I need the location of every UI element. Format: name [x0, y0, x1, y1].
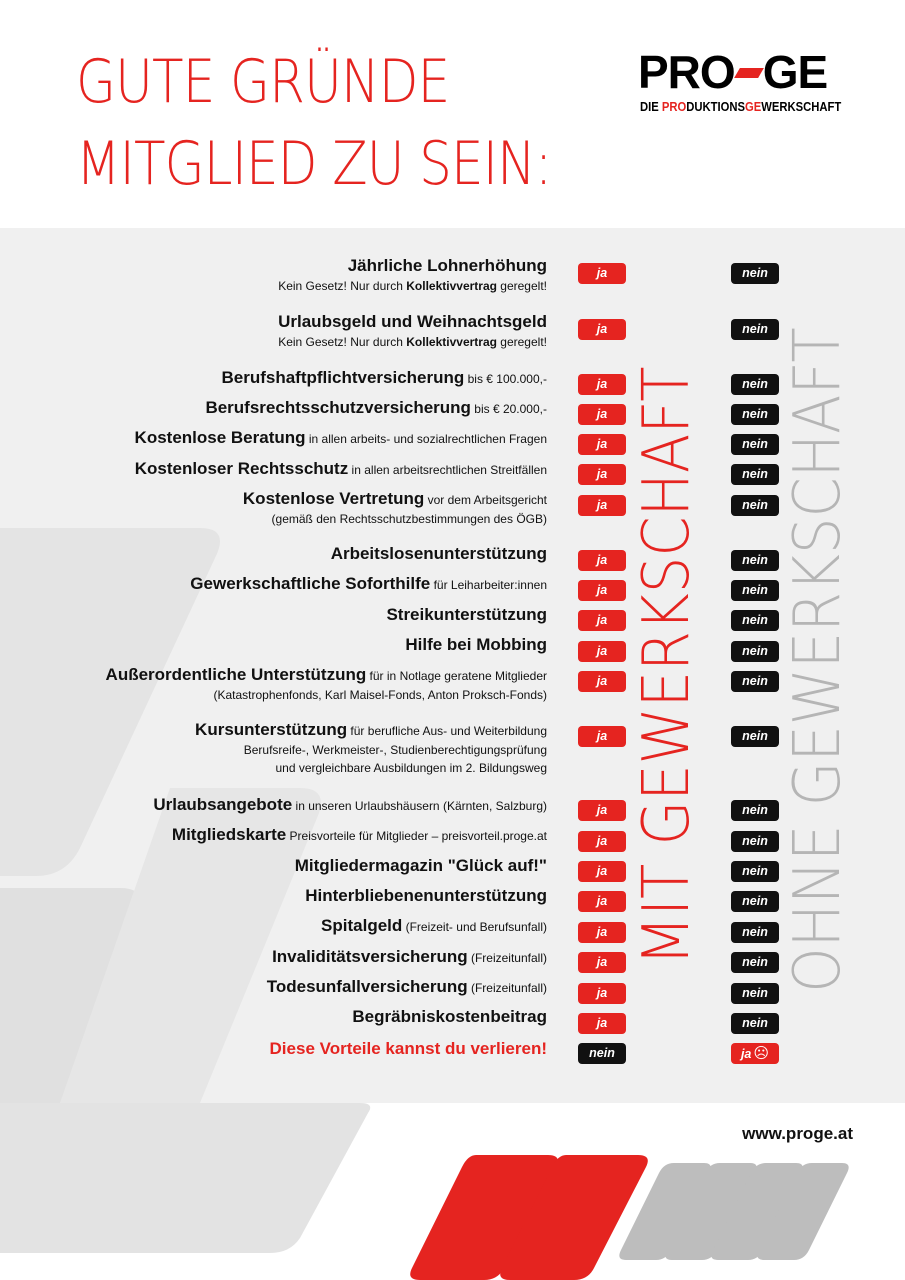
benefit-subtext: [278, 277, 547, 295]
logo-sub-part: DUKTIONS: [686, 100, 746, 114]
website-link[interactable]: www.proge.at: [742, 1124, 853, 1143]
logo-sub-part: WERKSCHAFT: [761, 100, 842, 114]
benefits-panel: [0, 228, 905, 1103]
badge-nein: nein: [731, 580, 779, 601]
column-label-mit-gewerkschaft: MIT GEWERKSCHAFT: [630, 366, 704, 966]
badge-nein: nein: [731, 891, 779, 912]
benefit-subtext-part: Kein Gesetz! Nur durch: [278, 335, 407, 349]
logo-wordmark: [638, 48, 827, 96]
benefit-subtext-part: geregelt!: [496, 279, 547, 293]
benefit-row: [278, 256, 547, 295]
benefit-title: Arbeitslosenunterstützung: [330, 544, 547, 563]
benefit-detail: bis € 100.000,-: [464, 372, 547, 386]
benefit-title: Gewerkschaftliche Soforthilfe: [190, 574, 431, 593]
badge-ja: ja: [578, 580, 626, 601]
badge-ja: ja: [578, 434, 626, 455]
benefit-title: Mitgliedskarte: [171, 825, 287, 844]
sad-face-icon: ☹: [753, 1045, 770, 1062]
badge-nein: nein: [731, 434, 779, 455]
benefit-title: Kostenlose Vertretung: [242, 489, 425, 508]
benefit-row: [267, 977, 547, 998]
badge-nein: nein: [731, 922, 779, 943]
badge-nein: nein: [731, 861, 779, 882]
badge-ja: ja: [578, 610, 626, 631]
benefit-title: Hinterbliebenenunterstützung: [305, 886, 547, 905]
badge-ja: ja: [578, 319, 626, 340]
benefit-subtext: [278, 333, 547, 351]
benefit-subtext-emphasis: Kollektivvertrag: [406, 279, 497, 293]
benefit-subtext-part: (gemäß den Rechtsschutzbestimmungen des ÖGB): [271, 512, 547, 526]
benefit-subtext: [195, 741, 547, 759]
benefit-detail: vor dem Arbeitsgericht: [424, 493, 547, 507]
badge-ja: ja: [578, 983, 626, 1004]
benefit-title: Jährliche Lohnerhöhung: [347, 256, 547, 275]
benefit-row: [153, 795, 547, 816]
badge-ja: ja: [578, 891, 626, 912]
footer: [0, 1103, 905, 1280]
benefit-title: Hilfe bei Mobbing: [405, 635, 547, 654]
benefit-title: Kostenlose Beratung: [134, 428, 306, 447]
logo-sub-part: PRO: [661, 100, 687, 114]
badge-nein: nein: [731, 464, 779, 485]
benefit-title: Todesunfallversicherung: [266, 977, 468, 996]
benefit-title-line: [352, 1007, 547, 1028]
badge-nein: nein: [731, 495, 779, 516]
deco-shape: [0, 1103, 370, 1253]
benefit-subtext-part: (Katastrophenfonds, Karl Maisel-Fonds, Anton Proksch-Fonds): [213, 688, 547, 702]
benefit-subtext: [106, 686, 547, 704]
logo-dash-icon: [734, 68, 764, 78]
benefit-row: [106, 665, 547, 704]
benefit-row: [222, 368, 548, 389]
logo-subtitle: [640, 100, 841, 114]
benefit-detail: für berufliche Aus- und Weiterbildung: [347, 724, 547, 738]
badge-ja-label: ja: [740, 1047, 752, 1061]
benefit-detail: (Freizeitunfall): [467, 981, 547, 995]
benefit-subtext-emphasis: Kollektivvertrag: [406, 335, 497, 349]
badge-ja: ja: [578, 1013, 626, 1034]
benefit-title: Urlaubsangebote: [153, 795, 293, 814]
badge-nein: nein: [731, 263, 779, 284]
benefit-detail: für Leiharbeiter:innen: [430, 578, 547, 592]
benefit-row: [272, 947, 547, 968]
benefit-title-line: [205, 398, 547, 419]
benefit-subtext-part: geregelt!: [496, 335, 547, 349]
badge-ja: ja: [578, 800, 626, 821]
benefit-detail: in allen arbeits- und sozialrechtlichen Fragen: [305, 432, 547, 446]
benefit-row: [278, 312, 547, 351]
benefit-title-line: [386, 605, 547, 626]
warning-line: [270, 1039, 547, 1060]
badge-nein: nein: [731, 726, 779, 747]
benefit-detail: in allen arbeitsrechtlichen Streitfällen: [348, 463, 547, 477]
badge-ja: ja: [578, 404, 626, 425]
benefit-title-line: [135, 459, 547, 480]
benefit-detail: (Freizeit- und Berufsunfall): [402, 920, 547, 934]
badge-ja: ja: [578, 861, 626, 882]
benefit-title: Urlaubsgeld und Weihnachtsgeld: [278, 312, 547, 331]
benefit-subtext-part: Kein Gesetz! Nur durch: [278, 279, 407, 293]
badge-nein: nein: [731, 952, 779, 973]
benefit-title: Kostenloser Rechtsschutz: [134, 459, 349, 478]
benefit-row: [243, 489, 547, 528]
benefit-title-line: [405, 635, 547, 656]
badge-ja: ja: [578, 464, 626, 485]
badge-ja: ja: [578, 374, 626, 395]
benefit-title-line: [190, 574, 547, 595]
badge-nein: nein: [731, 831, 779, 852]
benefit-row: [190, 574, 547, 595]
badge-ja-sad: [731, 1043, 779, 1064]
logo-text-ge: GE: [762, 46, 828, 98]
benefit-row: [352, 1007, 547, 1028]
benefit-title-line: [135, 428, 547, 449]
proge-logo[interactable]: [638, 48, 858, 118]
benefit-row: [386, 605, 547, 626]
column-label-ohne-gewerkschaft: OHNE GEWERKSCHAFT: [781, 327, 855, 993]
benefit-subtext: [243, 510, 547, 528]
badge-nein: nein: [731, 610, 779, 631]
benefit-row: [331, 544, 547, 565]
benefit-title-line: [153, 795, 547, 816]
benefit-row: [172, 825, 547, 846]
benefit-title: Invaliditätsversicherung: [272, 947, 468, 966]
header: [0, 0, 905, 228]
badge-ja: ja: [578, 495, 626, 516]
benefit-title: Streikunterstützung: [386, 605, 547, 624]
benefit-title-line: [106, 665, 547, 686]
benefit-subtext: [195, 759, 547, 777]
benefit-title-line: [331, 544, 547, 565]
warning-text: Diese Vorteile kannst du verlieren!: [269, 1039, 547, 1058]
benefit-subtext-part: Berufsreife-, Werkmeister-, Studienberechtigungsprüfung: [243, 743, 547, 757]
badge-nein: nein: [731, 319, 779, 340]
benefit-row: [305, 886, 547, 907]
badge-nein: nein: [731, 1013, 779, 1034]
benefit-title: Mitgliedermagazin "Glück auf!": [294, 856, 547, 875]
benefit-detail: bis € 20.000,-: [470, 402, 547, 416]
badge-nein: nein: [731, 550, 779, 571]
benefit-row: [195, 720, 547, 777]
benefit-title-line: [267, 977, 547, 998]
logo-sub-part: DIE: [640, 100, 662, 114]
benefit-title-line: [321, 916, 547, 937]
benefit-title: Berufshaftpflichtversicherung: [221, 368, 465, 387]
benefit-title: Kursunterstützung: [195, 720, 348, 739]
benefit-title-line: [278, 312, 547, 333]
benefit-detail: Preisvorteile für Mitglieder – preisvorteil.proge.at: [286, 829, 547, 843]
badge-ja: ja: [578, 831, 626, 852]
benefit-title: Spitalgeld: [321, 916, 403, 935]
badge-nein: nein: [731, 800, 779, 821]
benefit-row: [205, 398, 547, 419]
badge-nein: nein: [731, 641, 779, 662]
benefit-title-line: [305, 886, 547, 907]
benefit-row: [295, 856, 547, 877]
badge-ja: ja: [578, 263, 626, 284]
benefit-title-line: [222, 368, 548, 389]
logo-sub-part: GE: [745, 100, 762, 114]
badge-ja: ja: [578, 726, 626, 747]
benefit-subtext-part: und vergleichbare Ausbildungen im 2. Bildungsweg: [275, 761, 547, 775]
badge-ja: ja: [578, 550, 626, 571]
logo-text-pro: PRO: [638, 46, 735, 98]
benefit-title-line: [195, 720, 547, 741]
badge-nein: nein: [578, 1043, 626, 1064]
badge-ja: ja: [578, 671, 626, 692]
warning-row: [270, 1039, 547, 1060]
benefit-title: Berufsrechtsschutzversicherung: [205, 398, 471, 417]
headline-line-2: MITGLIED ZU SEIN:: [76, 129, 552, 199]
benefit-detail: in unseren Urlaubshäusern (Kärnten, Salzburg): [292, 799, 547, 813]
badge-nein: nein: [731, 983, 779, 1004]
benefit-detail: für in Notlage geratene Mitglieder: [366, 669, 547, 683]
badge-ja: ja: [578, 641, 626, 662]
benefit-title-line: [172, 825, 547, 846]
benefit-row: [135, 459, 547, 480]
badge-nein: nein: [731, 671, 779, 692]
benefit-row: [321, 916, 547, 937]
benefit-row: [405, 635, 547, 656]
benefit-title-line: [295, 856, 547, 877]
badge-ja: ja: [578, 922, 626, 943]
benefit-title-line: [272, 947, 547, 968]
badge-nein: nein: [731, 404, 779, 425]
benefit-row: [135, 428, 547, 449]
benefit-detail: (Freizeitunfall): [467, 951, 547, 965]
badge-ja: ja: [578, 952, 626, 973]
badge-nein: nein: [731, 374, 779, 395]
benefit-title-line: [243, 489, 547, 510]
benefit-title-line: [278, 256, 547, 277]
benefit-title: Begräbniskostenbeitrag: [352, 1007, 547, 1026]
benefit-title: Außerordentliche Unterstützung: [105, 665, 367, 684]
headline-line-1: GUTE GRÜNDE: [76, 47, 450, 117]
